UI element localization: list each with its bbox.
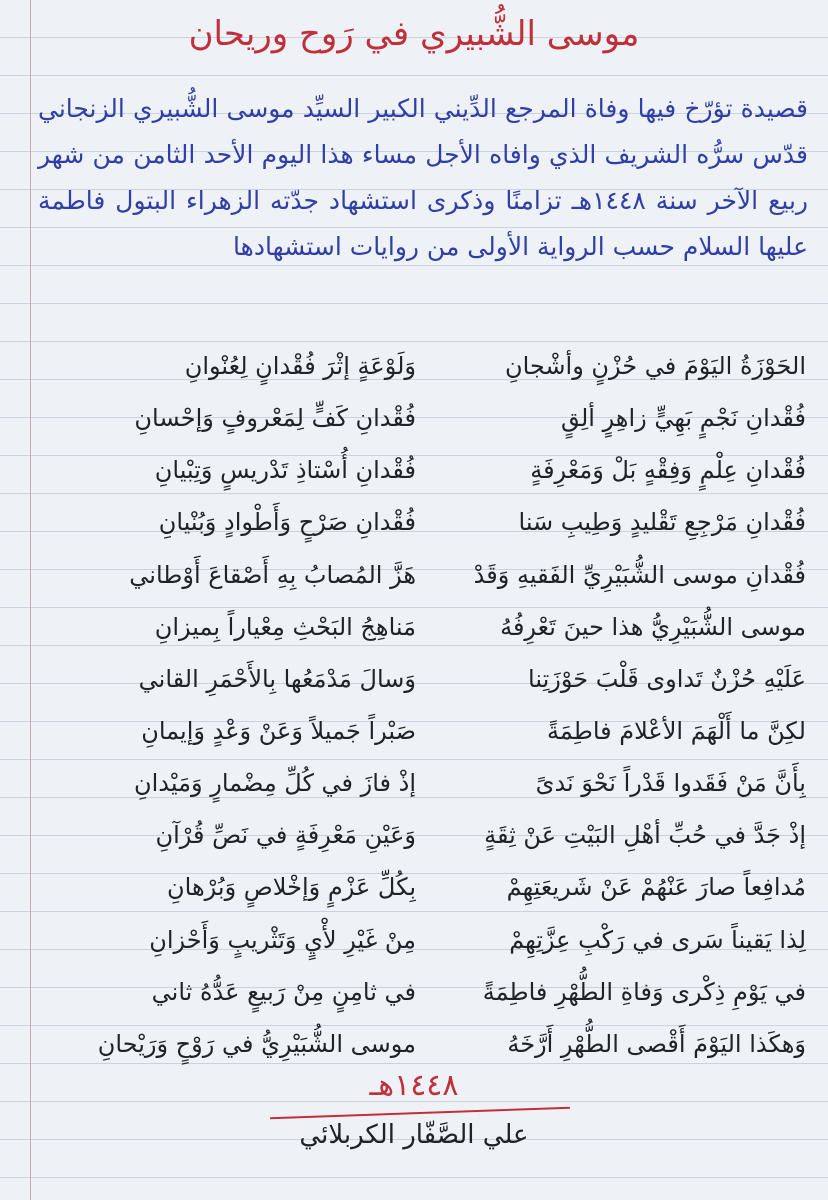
verse-left-12: مِنْ غَيْرِ لأْيٍ وَتَثْريبٍ وَأَحْزانِ [149, 925, 416, 954]
verse-right-2: فُقْدانِ نَجْمٍ بَهِيٍّ زاهِرٍ ألِقٍ [560, 404, 806, 433]
left-column [36, 340, 416, 1070]
verse-right-4: فُقْدانِ مَرْجِعِ تَقْليدٍ وَطِيبِ سَنا [518, 508, 806, 537]
verse-right-3: فُقْدانِ عِلْمٍ وَفِقْهٍ بَلْ وَمَعْرِفَةٍ [530, 456, 806, 485]
margin-line [30, 0, 31, 1200]
verse-left-9: إذْ فازَ في كُلِّ مِضْمارٍ وَمَيْدانِ [134, 769, 416, 798]
verse-right-8: لكِنَّ ما أَلْهَمَ الأعْلامَ فاطِمَةً [546, 716, 806, 745]
verse-right-5: فُقْدانِ موسى الشُّبَيْرِيِّ الفَقيهِ وَقَدْ [473, 560, 806, 589]
verse-left-8: صَبْراً جَميلاً وَعَنْ وَعْدٍ وَإيمانِ [141, 716, 416, 745]
verse-right-12: لِذا يَقيناً سَرى في رَكْبِ عِزَّتِهِمْ [509, 925, 806, 954]
verse-left-11: بِكُلِّ عَزْمٍ وَإخْلاصٍ وَبُرْهانِ [167, 873, 416, 902]
verse-right-10: إذْ جَدَّ في حُبِّ أهْلِ البَيْتِ عَنْ ثِقَةٍ [484, 821, 806, 850]
verse-left-3: فُقْدانِ أُسْتاذِ تَدْريسٍ وَتِبْيانِ [154, 456, 416, 485]
verse-right-11: مُدافِعاً صارَ عَنْهُمْ عَنْ شَريعَتِهِمْ [506, 873, 806, 902]
verse-left-2: فُقْدانِ كَفٍّ لِمَعْروفٍ وَإحْسانِ [134, 404, 416, 433]
date-underline [270, 1107, 570, 1119]
hijri-date: ١٤٤٨هـ [369, 1068, 459, 1103]
verse-right-7: عَلَيْهِ حُزْنٌ تَداوى قَلْبَ حَوْزَتِنا [528, 664, 806, 693]
verse-right-1: الحَوْزَةُ اليَوْمَ في حُزْنٍ وأشْجانِ [504, 352, 806, 380]
verse-left-10: وَعَيْنِ مَعْرِفَةٍ في نَصِّ قُرْآنِ [155, 821, 416, 850]
verse-right-13: في يَوْمِ ذِكْرى وَفاةِ الطُّهْرِ فاطِمَةً [482, 977, 806, 1006]
poem-body [36, 340, 806, 1070]
verse-left-13: في ثامِنٍ مِنْ رَبيعٍ عَدُّهُ ثاني [151, 977, 416, 1006]
author-signature: علي الصَّفّار الكربلائي [299, 1120, 529, 1150]
verse-right-9: بِأَنَّ مَنْ فَقَدوا قَدْراً نَحْوَ نَدىً [535, 769, 806, 798]
verse-left-1: وَلَوْعَةٍ إثْرَ فُقْدانٍ لِعُنْوانِ [184, 352, 416, 380]
right-column [426, 340, 806, 1070]
verse-left-4: فُقْدانِ صَرْحٍ وَأَطْوادٍ وَبُنْيانِ [158, 508, 416, 537]
verse-left-7: وَسالَ مَدْمَعُها بِالأَحْمَرِ القاني [138, 664, 416, 693]
verse-left-5: هَزَّ المُصابُ بِهِ أَصْقاعَ أَوْطاني [129, 560, 416, 589]
verse-left-14: موسى الشُّبَيْرِيُّ في رَوْحٍ وَرَيْحانِ [97, 1029, 416, 1058]
verse-right-6: موسى الشُّبَيْرِيُّ هذا حينَ تَعْرِفُهُ [500, 612, 806, 641]
poem-title: موسى الشُّبيري في رَوح وريحان [188, 14, 640, 54]
verse-right-14: وَهكَذا اليَوْمَ أَقْصى الطُّهْرِ أَرَّخَهُ [507, 1029, 806, 1058]
verse-left-6: مَناهِجُ البَحْثِ مِعْياراً بِميزانِ [154, 612, 416, 641]
intro-paragraph: قصيدة تؤرّخ فيها وفاة المرجع الدِّيني الكبير السيِّد موسى الشُّبيري الزنجاني قدّس سرُّه الشريف الذي وافاه الأجل مساء هذا اليوم الأحد الثامن من شهر ربيع الآخر سنة ١٤٤٨هـ تزامنًا وذكرى استشهاد جدّته الزهراء البتول فاطمة عليها السلام حسب الرواية الأولى من روايات استشهادها [38, 94, 808, 261]
